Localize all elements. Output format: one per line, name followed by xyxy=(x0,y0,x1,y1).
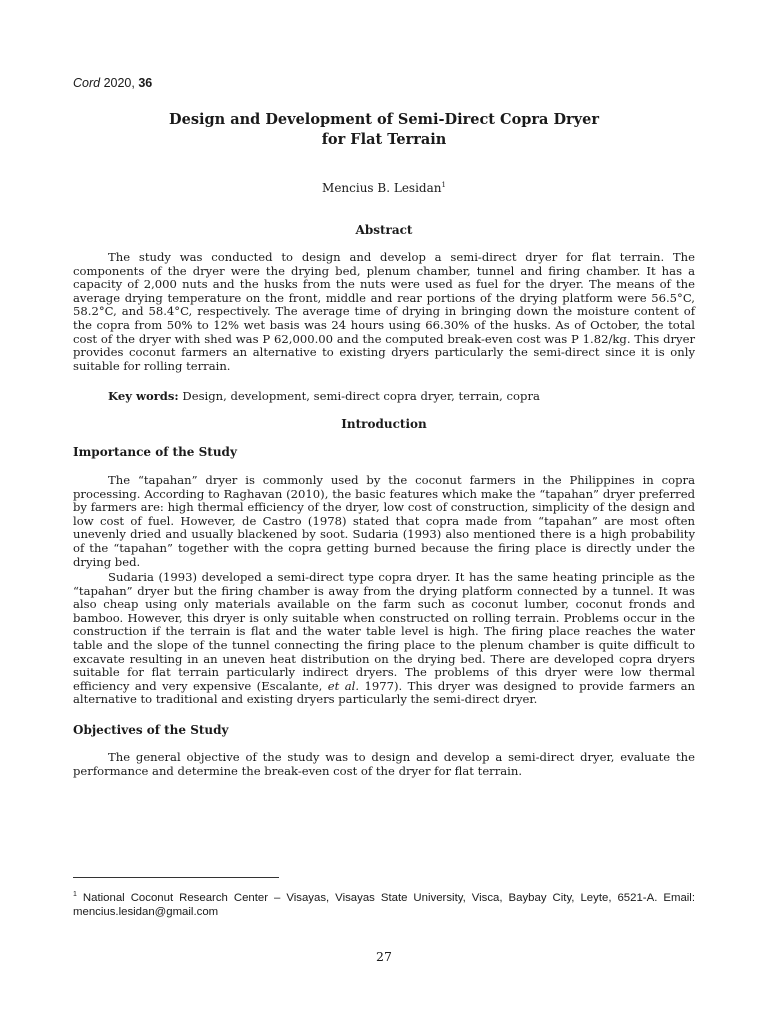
para2-text-after: 1977). This dryer was designed to provide farmers an alternative to traditional and existing dryers particularly the semi-direct dryer. xyxy=(73,678,695,707)
footnote-text: National Coconut Research Center – Visayas, Visayas State University, Visca, Baybay City, Leyte, 6521-A. Email: mencius.lesidan@gmail.com xyxy=(73,891,696,918)
page-number: 27 xyxy=(376,949,392,964)
journal-year: 2020, xyxy=(103,76,135,90)
importance-heading: Importance of the Study xyxy=(73,445,237,459)
author-footnote-marker: 1 xyxy=(441,181,446,189)
running-head xyxy=(73,76,152,90)
journal-name: Cord xyxy=(73,76,101,90)
para2-text-before: Sudaria (1993) developed a semi-direct type copra dryer. It has the same heating principle as the “tapahan” dryer but the firing chamber is away from the drying platform connected by a tunnel. It was also cheap using only materials available on the farm such as coconut lumber, coconut fronds and bamboo. However, this dryer is only suitable when constructed on rolling terrain. Problems occur in the construction if the terrain is flat and the water table level is high. The firing place reaches the water table and the slope of the tunnel connecting the firing place to the plenum chamber is quite difficult to excavate resulting in an uneven heat distribution on the drying bed. There are developed copra dryers suitable for flat terrain particularly indirect dryers. The problems of this dryer were low thermal efficiency and very expensive (Escalante, xyxy=(73,570,695,693)
objectives-text: The general objective of the study was to design and develop a semi-direct dryer, evaluate the performance and determine the break-even cost of the dryer for flat terrain. xyxy=(73,750,695,778)
importance-paragraph-2 xyxy=(73,571,695,707)
introduction-heading: Introduction xyxy=(341,417,427,431)
footnote-marker: 1 xyxy=(73,891,77,898)
importance-paragraph-1: The “tapahan” dryer is commonly used by the coconut farmers in the Philippines in copra processing. According to Raghavan (2010), the basic features which make the “tapahan” dryer preferred by farmers are: high thermal efficiency of the dryer, low cost of construction, simplicity of the design and low cost of fuel. However, de Castro (1978) stated that copra made from “tapahan” are most often unevenly dried and usually blackened by soot. Sudaria (1993) also mentioned there is a high probability of the “tapahan” together with the copra getting burned because the firing place is directly under the drying bed. xyxy=(73,473,695,569)
keywords-label: Key words: xyxy=(108,389,179,403)
paper-title xyxy=(73,110,695,150)
author-name: Mencius B. Lesidan xyxy=(322,181,442,195)
objectives-heading: Objectives of the Study xyxy=(73,723,229,737)
footnote xyxy=(73,888,695,919)
abstract-heading: Abstract xyxy=(355,223,413,237)
author-line xyxy=(73,181,695,195)
journal-volume: 36 xyxy=(138,76,153,90)
para2-italic: et al. xyxy=(327,678,360,693)
keywords-text: Design, development, semi-direct copra dryer, terrain, copra xyxy=(182,389,540,403)
title-line-1: Design and Development of Semi-Direct Copra Dryer xyxy=(169,111,599,128)
abstract-text: The study was conducted to design and develop a semi-direct dryer for flat terrain. The components of the dryer were the drying bed, plenum chamber, tunnel and firing chamber. It has a capacity of 2,000 nuts and the husks from the nuts were used as fuel for the dryer. The means of the average drying temperature on the front, middle and rear portions of the drying platform were 56.5°C, 58.2°C, and 58.4°C, respectively. The average time of drying in bringing down the moisture content of the copra from 50% to 12% wet basis was 24 hours using 66.30% of the husks. As of October, the total cost of the dryer with shed was P 62,000.00 and the computed break-even cost was P 1.82/kg. This dryer provides coconut farmers an alternative to existing dryers particularly the semi-direct since it is only suitable for rolling terrain. xyxy=(73,250,695,373)
title-line-2: for Flat Terrain xyxy=(321,131,447,148)
keywords xyxy=(108,389,540,403)
footnote-divider xyxy=(73,877,279,878)
